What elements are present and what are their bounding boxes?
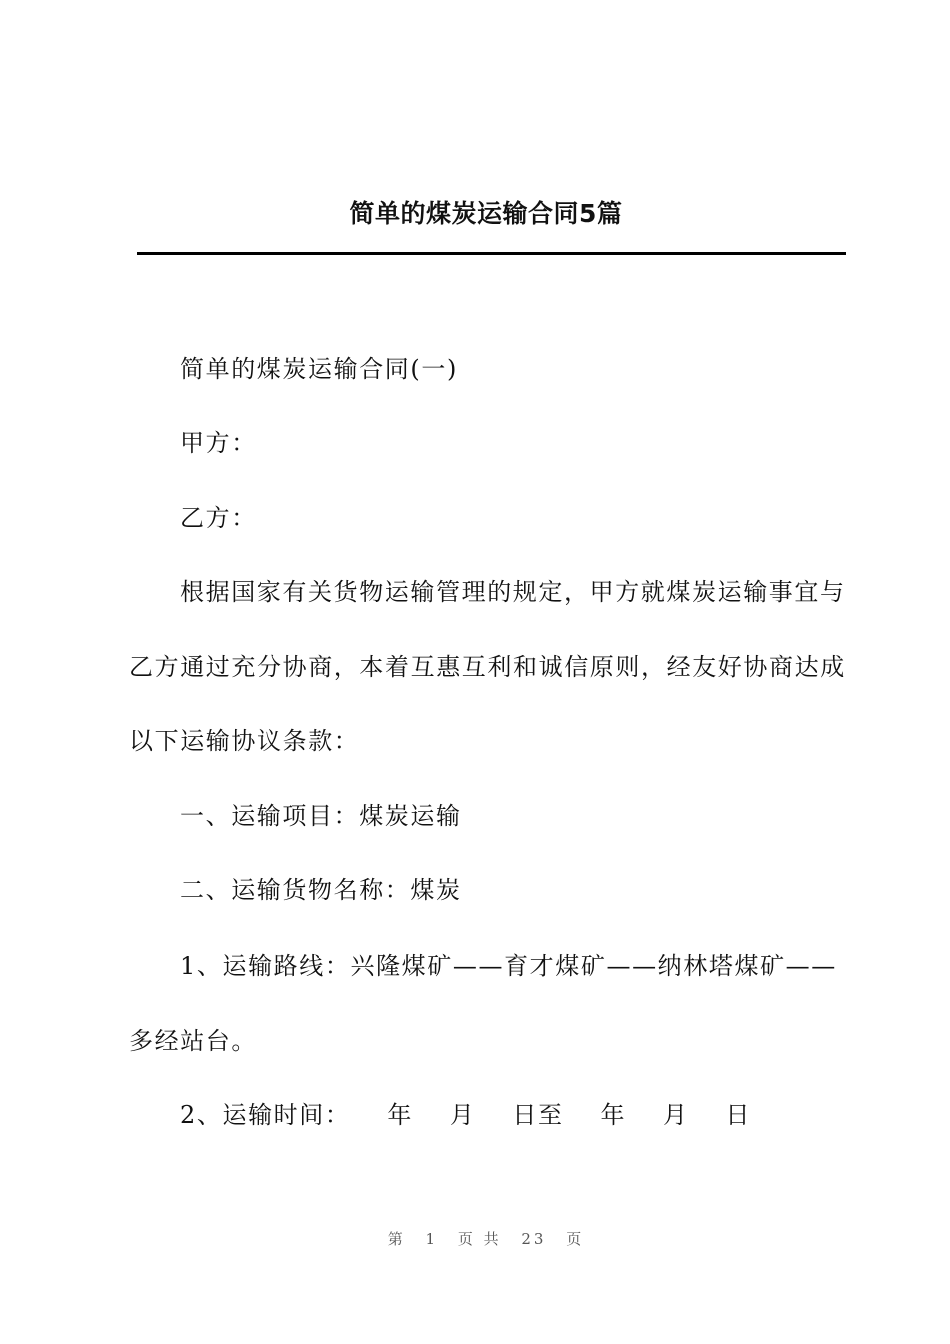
party-b-line: 乙方：: [180, 504, 257, 532]
page-footer: [0, 1228, 950, 1249]
party-a-line: 甲方：: [180, 429, 257, 457]
footer-suffix: 页: [566, 1230, 585, 1248]
clause-transport-time: 2、运输时间： 年 月 日至 年 月 日: [180, 1101, 752, 1129]
footer-mid: 页 共: [457, 1230, 502, 1248]
footer-current-page: 1: [425, 1230, 439, 1248]
contract-heading: 简单的煤炭运输合同(一): [180, 355, 458, 383]
clause-route-continued: 多经站台。: [129, 1027, 257, 1055]
footer-prefix: 第: [387, 1230, 406, 1248]
clause-route: 1、运输路线：兴隆煤矿——育才煤矿——纳林塔煤矿——: [180, 952, 837, 980]
title-underline: [137, 252, 846, 255]
body-paragraph-line: 根据国家有关货物运输管理的规定，甲方就煤炭运输事宜与: [180, 578, 846, 606]
document-title: 简单的煤炭运输合同5篇: [349, 199, 623, 228]
body-paragraph-line: 以下运输协议条款：: [129, 727, 360, 755]
clause-cargo-name: 二、运输货物名称：煤炭: [180, 876, 462, 904]
footer-total-pages: 23: [521, 1230, 547, 1248]
clause-transport-item: 一、运输项目：煤炭运输: [180, 802, 462, 830]
body-paragraph-line: 乙方通过充分协商，本着互惠互利和诚信原则，经友好协商达成: [129, 653, 846, 681]
